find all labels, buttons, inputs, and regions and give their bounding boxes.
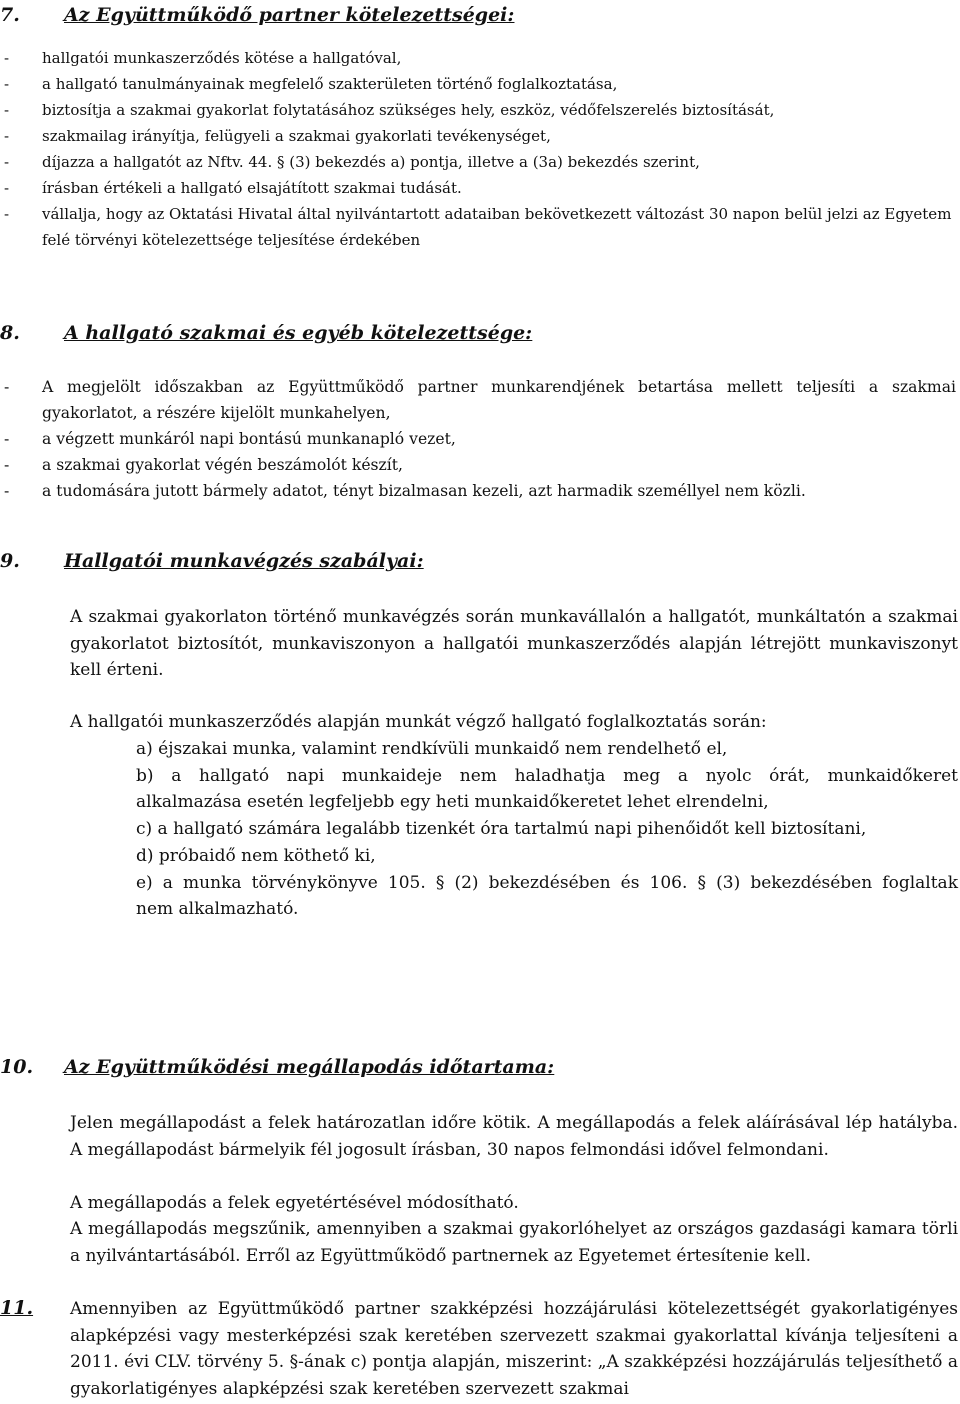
section-10-heading xyxy=(0,1056,554,1078)
list-item: - hallgatói munkaszerződés kötése a hallgatóval, xyxy=(4,49,402,67)
list-item: e) a munka törvénykönyve 105. § (2) bekezdésében és 106. § (3) bekezdésében foglaltak xyxy=(136,872,958,893)
list-item: - írásban értékeli a hallgató elsajátított szakmai tudását. xyxy=(4,179,462,197)
section-7-list xyxy=(0,45,956,253)
list-item: - a hallgató tanulmányainak megfelelő szakterületen történő foglalkoztatása, xyxy=(4,75,618,93)
list-item: nem alkalmazható. xyxy=(136,899,299,920)
list-item: d) próbaidő nem köthető ki, xyxy=(136,845,376,866)
section-11-heading xyxy=(0,1297,64,1319)
section-8-list xyxy=(0,374,956,504)
section-9-paragraph-2: A hallgatói munkaszerződés alapján munkát végző hallgató foglalkoztatás során: xyxy=(70,712,767,732)
list-item: - a végzett munkáról napi bontású munkanapló vezet, xyxy=(4,430,456,448)
section-10-paragraph-1: Jelen megállapodást a felek határozatlan időre kötik. A megállapodás a felek aláírásával lép hatályba. A megállapodást bármelyik fél jogosult írásban, 30 napos felmondási idővel felmondani. xyxy=(70,1113,958,1160)
section-9-heading xyxy=(0,550,424,572)
section-9-paragraph-1: A szakmai gyakorlaton történő munkavégzés során munkavállalón a hallgatót, munkáltatón a szakmai gyakorlatot biztosítót, munkaviszonyon a hallgatói munkaszerződés alapján létrejött munkaviszonyt kell érteni. xyxy=(70,607,958,680)
list-item: c) a hallgató számára legalább tizenkét óra tartalmú napi pihenőidőt kell biztosítani, xyxy=(136,819,867,840)
section-title: Az Együttműködő partner kötelezettségei: xyxy=(64,4,515,26)
section-10-paragraph-2: A megállapodás a felek egyetértésével módosítható. xyxy=(70,1193,519,1213)
section-9-lettered-list xyxy=(136,736,958,923)
section-number: 10. xyxy=(0,1056,34,1078)
section-title: Hallgatói munkavégzés szabályai: xyxy=(64,550,424,572)
list-item: a) éjszakai munka, valamint rendkívüli munkaidő nem rendelhető el, xyxy=(136,739,728,759)
section-number: 7. xyxy=(0,4,20,26)
list-item: - díjazza a hallgatót az Nftv. 44. § (3) bekezdés a) pontja, illetve a (3a) bekezdés szerint, xyxy=(4,153,700,171)
section-title: Az Együttműködési megállapodás időtartama: xyxy=(64,1056,555,1078)
section-10-paragraph-3: A megállapodás megszűnik, amennyiben a szakmai gyakorlóhelyet az országos gazdasági kamara törli a nyilvántartásából. Erről az Együttműködő partnernek az Egyetemet értesítenie kell. xyxy=(70,1219,958,1266)
list-item: alkalmazása esetén legfeljebb egy heti munkaidőkeretet lehet elrendelni, xyxy=(136,792,769,813)
list-item: - A megjelölt időszakban az Együttműködő partner munkarendjének betartása mellett teljesíti a szakmai gyakorlatot, a részére kijelölt munkahelyen, xyxy=(4,378,956,422)
section-8-heading xyxy=(0,322,532,344)
list-item: - szakmailag irányítja, felügyeli a szakmai gyakorlati tevékenységet, xyxy=(4,127,551,145)
list-item: - vállalja, hogy az Oktatási Hivatal által nyilvántartott adataiban bekövetkezett változást 30 napon belül jelzi az Egyetem felé törvényi kötelezettsége teljesítése érdekében xyxy=(4,205,952,249)
list-item: - biztosítja a szakmai gyakorlat folytatásához szükséges hely, eszköz, védőfelszerelés biztosítását, xyxy=(4,101,775,119)
section-11-paragraph: Amennyiben az Együttműködő partner szakképzési hozzájárulási kötelezettségét gyakorlatigényes alapképzési vagy mesterképzési szak keretében szervezett szakmai gyakorlattal kívánja teljesíteni a 2011. évi CLV. törvény 5. §-ának c) pontja alapján, miszerint: „A szakképzési hozzájárulás teljesíthető a gyakorlatigényes alapképzési szak keretében szervezett szakmai xyxy=(70,1299,958,1399)
section-7-heading xyxy=(0,4,514,26)
list-item: - a tudomására jutott bármely adatot, tényt bizalmasan kezeli, azt harmadik személlyel nem közli. xyxy=(4,482,806,500)
list-item: - a szakmai gyakorlat végén beszámolót készít, xyxy=(4,456,403,474)
section-number: 9. xyxy=(0,550,20,572)
section-number: 8. xyxy=(0,322,20,344)
section-number: 11. xyxy=(0,1297,34,1319)
list-item: b) a hallgató napi munkaideje nem haladhatja meg a nyolc órát, munkaidőkeret xyxy=(136,765,958,786)
section-title: A hallgató szakmai és egyéb kötelezettsége: xyxy=(64,322,533,344)
